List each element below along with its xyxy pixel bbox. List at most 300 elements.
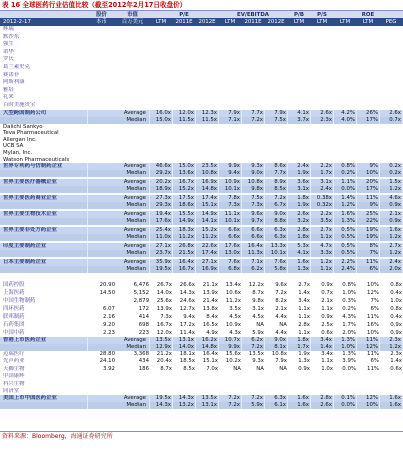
metric-cell: 13.5x <box>248 351 264 358</box>
metric-cell <box>357 34 380 42</box>
metric-cell: 20.4x <box>156 358 172 365</box>
table-row <box>0 373 403 380</box>
summary-label: 美国上市中国医药企业 <box>0 395 88 402</box>
metric-cell <box>173 49 196 57</box>
median-label: Median <box>88 218 150 225</box>
summary-metric-cell: 14.0x <box>173 344 196 351</box>
summary-metric-cell: 7.1x <box>219 117 242 124</box>
summary-row <box>0 337 403 344</box>
market-cap-cell: 186 <box>138 365 149 372</box>
summary-metric-cell: 0.8% <box>334 163 357 170</box>
metric-cell <box>288 94 311 102</box>
metric-cell <box>219 102 242 110</box>
summary-band <box>0 227 403 241</box>
summary-row <box>0 395 403 402</box>
metric-cell: 12% <box>367 290 379 297</box>
summary-metric-cell: 7.3x <box>219 202 242 209</box>
source-note: 资料来源：Bloomberg，海通证券研究所 <box>0 431 403 442</box>
summary-metric-cell: 0.5% <box>334 250 357 257</box>
metric-cell <box>357 373 380 380</box>
summary-metric-cell: 11.2x <box>196 234 219 241</box>
summary-metric-cell: 11.1x <box>219 211 242 218</box>
summary-metric-cell: 9.6x <box>242 211 265 218</box>
metric-cell <box>357 130 380 137</box>
metric-cell <box>380 56 403 64</box>
metric-cell <box>265 94 288 102</box>
metric-cell <box>265 34 288 42</box>
metric-cell <box>288 157 311 164</box>
company-group <box>0 195 403 209</box>
metric-cell <box>357 388 380 395</box>
table-row <box>0 41 403 49</box>
market-cap-cell <box>116 143 150 150</box>
summary-label <box>0 266 88 273</box>
summary-metric-cell: 13.0x <box>219 250 242 257</box>
metric-cell <box>357 137 380 144</box>
median-label: Median <box>88 170 150 177</box>
market-cap-cell: 172 <box>138 306 149 313</box>
header-cell: P/S <box>317 12 327 18</box>
summary-metric-cell: 16.9x <box>196 179 219 186</box>
metric-cell <box>173 41 196 49</box>
metric-cell <box>196 150 219 157</box>
company-name: 赛诺菲 <box>3 71 20 78</box>
company-name: 葛兰素史克 <box>3 63 30 70</box>
metric-cell <box>173 150 196 157</box>
market-cap-cell <box>116 137 150 144</box>
metric-cell <box>196 124 219 131</box>
market-cap-cell: 6,476 <box>133 282 149 289</box>
metric-cell <box>173 34 196 42</box>
metric-cell: 10% <box>367 330 379 337</box>
summary-metric-cell: 26.8x <box>173 243 196 250</box>
summary-metric-cell: 1.2% <box>334 202 357 209</box>
summary-metric-cell: 26% <box>357 110 380 117</box>
metric-cell: 16.7x <box>156 322 172 329</box>
metric-cell <box>196 102 219 110</box>
summary-row <box>0 163 403 170</box>
metric-cell: 4.5x <box>229 314 241 321</box>
summary-metric-cell: 1.6x <box>288 259 311 266</box>
summary-metric-cell: 22% <box>357 218 380 225</box>
metric-cell <box>380 130 403 137</box>
summary-metric-cell: 20.2x <box>150 179 173 186</box>
summary-metric-cell: 5.8x <box>265 266 288 273</box>
summary-label: 日本主要制药企业 <box>0 259 88 266</box>
summary-metric-cell: 1.3% <box>334 218 357 225</box>
metric-cell <box>242 388 265 395</box>
summary-metric-cell: 17% <box>357 117 380 124</box>
summary-metric-cell: 7.5x <box>265 117 288 124</box>
metric-cell <box>150 79 173 87</box>
metric-cell: 8.4x <box>206 314 218 321</box>
metric-cell: 12.0x <box>156 330 172 337</box>
metric-cell <box>242 79 265 87</box>
metric-cell <box>357 157 380 164</box>
company-group <box>0 211 403 225</box>
summary-label: 世界主要非处方药企业 <box>0 227 88 234</box>
average-label: Average <box>88 395 150 402</box>
metric-cell <box>219 64 242 72</box>
header-cell: 百万美元 <box>121 19 144 25</box>
average-label: Average <box>88 259 150 266</box>
metric-cell: 1.0x <box>321 365 333 372</box>
metric-cell <box>380 34 403 42</box>
summary-metric-cell: 8.9x <box>265 179 288 186</box>
company-name: Daiichi Sankyo <box>3 123 43 130</box>
table-row <box>0 305 403 313</box>
company-name: 雅培 <box>3 86 14 93</box>
metric-cell <box>265 56 288 64</box>
summary-metric-cell: 17% <box>357 186 380 193</box>
metric-cell <box>380 94 403 102</box>
metric-cell <box>173 124 196 131</box>
summary-metric-cell: 35.9x <box>150 259 173 266</box>
median-label: Median <box>88 344 150 351</box>
metric-cell <box>265 388 288 395</box>
metric-cell <box>173 381 196 388</box>
metric-cell <box>311 157 334 164</box>
metric-cell: 8.5x <box>183 365 195 372</box>
price-cell: 2.23 <box>102 330 115 337</box>
summary-metric-cell: 12.3x <box>196 110 219 117</box>
metric-cell <box>150 64 173 72</box>
header-cell: 2012E <box>198 19 216 25</box>
metric-cell <box>380 157 403 164</box>
metric-cell: 1.0x <box>390 298 402 305</box>
summary-metric-cell: 3.6x <box>288 179 311 186</box>
summary-metric-cell: 4.1x <box>288 110 311 117</box>
summary-metric-cell: 13.1x <box>196 402 219 409</box>
summary-metric-cell: 46.6x <box>150 163 173 170</box>
summary-metric-cell: 7.1x <box>242 259 265 266</box>
market-cap-cell <box>116 157 150 164</box>
price-cell <box>88 102 116 110</box>
metric-cell: 3.1x <box>252 306 264 313</box>
metric-cell: 2.1x <box>321 298 333 305</box>
metric-cell: 0.2% <box>342 306 356 313</box>
metric-cell <box>242 49 265 57</box>
summary-metric-cell: 12% <box>357 344 380 351</box>
summary-metric-cell: 27.1x <box>150 243 173 250</box>
summary-row <box>0 344 403 351</box>
metric-cell: 0.4x <box>390 290 402 297</box>
metric-cell: 1.7% <box>342 322 356 329</box>
metric-cell <box>357 124 380 131</box>
summary-metric-cell: 19% <box>357 234 380 241</box>
average-label: Average <box>88 337 150 344</box>
header-cell: P/E <box>179 12 189 18</box>
metric-cell: 10% <box>367 282 379 289</box>
metric-cell <box>150 157 173 164</box>
summary-metric-cell: 10% <box>357 170 380 177</box>
summary-metric-cell: 4.2% <box>334 110 357 117</box>
metric-cell <box>357 26 380 34</box>
metric-cell <box>357 79 380 87</box>
metric-cell <box>242 87 265 95</box>
summary-metric-cell: 2.4% <box>334 266 357 273</box>
summary-metric-cell: 10.8x <box>196 170 219 177</box>
company-group <box>0 259 403 273</box>
metric-cell: 1.1x <box>298 306 310 313</box>
summary-metric-cell: 1.9x <box>288 170 311 177</box>
company-name: 辉瑞 <box>3 26 14 32</box>
company-name: 礼来 <box>3 94 14 101</box>
metric-cell <box>173 157 196 164</box>
metric-cell: 4.5x <box>252 314 264 321</box>
metric-cell <box>219 94 242 102</box>
summary-metric-cell: 9.0x <box>265 211 288 218</box>
metric-cell: 0.8% <box>342 282 356 289</box>
market-cap-cell <box>116 130 150 137</box>
summary-metric-cell: 1.2x <box>380 250 403 257</box>
metric-cell <box>311 79 334 87</box>
metric-cell: 18.5x <box>179 358 195 365</box>
summary-metric-cell: 8% <box>357 243 380 250</box>
market-cap-cell <box>116 102 150 110</box>
table-row <box>0 87 403 95</box>
company-group <box>0 26 403 124</box>
company-list <box>0 351 403 395</box>
summary-metric-cell: 16.4x <box>242 243 265 250</box>
market-cap-cell <box>116 94 150 102</box>
price-cell <box>88 94 116 102</box>
metric-cell <box>242 130 265 137</box>
metric-cell: 10.6x <box>225 290 241 297</box>
summary-metric-cell: 13.6x <box>173 170 196 177</box>
company-name: 阿斯利康 <box>3 79 25 86</box>
metric-cell: 2.3x <box>390 351 402 358</box>
summary-metric-cell: 3.5x <box>311 218 334 225</box>
summary-metric-cell: 3.4x <box>311 337 334 344</box>
metric-cell <box>311 94 334 102</box>
summary-row <box>0 243 403 250</box>
header-cell: 2012-2-17 <box>3 19 31 25</box>
summary-band <box>0 195 403 209</box>
summary-metric-cell: 2.2% <box>334 259 357 266</box>
header-cell: P/B <box>293 12 305 18</box>
summary-metric-cell: 13.5x <box>150 337 173 344</box>
company-group <box>0 124 403 178</box>
summary-metric-cell: 0.9x <box>380 218 403 225</box>
metric-cell <box>219 79 242 87</box>
metric-cell: 4.3% <box>342 314 356 321</box>
metric-cell <box>242 381 265 388</box>
price-cell <box>88 381 116 388</box>
metric-cell <box>357 64 380 72</box>
summary-band <box>0 337 403 351</box>
metric-cell <box>334 381 357 388</box>
summary-metric-cell: 1.6x <box>380 395 403 402</box>
summary-metric-cell: 0.7x <box>380 117 403 124</box>
header-cell: 2011E <box>244 19 262 25</box>
summary-metric-cell: 10.9x <box>219 179 242 186</box>
metric-cell <box>311 41 334 49</box>
company-name: 联邦制药 <box>3 314 25 321</box>
summary-label: 世界主要生物技术企业 <box>0 211 88 218</box>
summary-metric-cell: 1.4% <box>334 195 357 202</box>
summary-metric-cell: 13.1x <box>173 337 196 344</box>
summary-row <box>0 170 403 177</box>
metric-cell <box>219 87 242 95</box>
summary-metric-cell: 1.4x <box>311 344 334 351</box>
metric-cell <box>334 130 357 137</box>
summary-metric-cell: 19% <box>357 227 380 234</box>
summary-metric-cell: 25.4x <box>150 227 173 234</box>
metric-cell <box>311 34 334 42</box>
metric-cell <box>311 137 334 144</box>
summary-metric-cell: 7.2x <box>219 395 242 402</box>
metric-cell: 0.8x <box>390 282 402 289</box>
summary-metric-cell: 10% <box>357 402 380 409</box>
summary-metric-cell: 2.4x <box>380 259 403 266</box>
summary-metric-cell: 7.7x <box>265 170 288 177</box>
metric-cell <box>196 26 219 34</box>
table-row <box>0 297 403 305</box>
metric-cell <box>380 87 403 95</box>
summary-metric-cell: 14.9x <box>196 211 219 218</box>
summary-band <box>0 395 403 409</box>
summary-metric-cell: 7.2x <box>242 117 265 124</box>
summary-row <box>0 402 403 409</box>
table-row <box>0 124 403 131</box>
summary-label <box>0 117 88 124</box>
metric-cell <box>288 137 311 144</box>
metric-cell <box>242 72 265 80</box>
metric-cell <box>380 49 403 57</box>
metric-cell: 15.6x <box>225 351 241 358</box>
summary-metric-cell: 16.4x <box>173 259 196 266</box>
header-row <box>0 10 403 18</box>
metric-cell <box>173 79 196 87</box>
summary-row <box>0 186 403 193</box>
metric-cell: 7.3x <box>160 314 172 321</box>
summary-metric-cell: 29.3x <box>150 202 173 209</box>
metric-cell <box>265 64 288 72</box>
market-cap-cell: 223 <box>138 330 149 337</box>
metric-cell <box>173 94 196 102</box>
table-row <box>0 388 403 395</box>
metric-cell <box>265 87 288 95</box>
summary-metric-cell: 16.7x <box>173 266 196 273</box>
metric-cell <box>196 41 219 49</box>
metric-cell <box>265 137 288 144</box>
metric-cell: 8.7x <box>160 365 172 372</box>
metric-cell: 14.0x <box>156 290 172 297</box>
summary-metric-cell: 9% <box>357 163 380 170</box>
metric-cell: 7.0x <box>206 365 218 372</box>
metric-cell <box>173 56 196 64</box>
metric-cell: NA <box>256 365 264 372</box>
metric-cell <box>288 41 311 49</box>
summary-metric-cell: 1.6x <box>288 402 311 409</box>
metric-cell: 13.8x <box>202 306 218 313</box>
metric-cell <box>288 72 311 80</box>
summary-metric-cell: 7.6x <box>219 259 242 266</box>
metric-cell <box>357 87 380 95</box>
price-cell <box>88 143 116 150</box>
metric-cell <box>311 87 334 95</box>
summary-metric-cell: 1.7x <box>311 170 334 177</box>
summary-metric-cell: 1.1x <box>311 234 334 241</box>
metric-cell <box>242 64 265 72</box>
company-group <box>0 243 403 257</box>
header-cell: PEG <box>385 19 397 25</box>
summary-metric-cell: 11.5x <box>173 117 196 124</box>
metric-cell: 1.0% <box>342 290 356 297</box>
company-name: 同济堂 <box>3 388 20 395</box>
summary-metric-cell: 7.9x <box>219 110 242 117</box>
summary-row <box>0 179 403 186</box>
metric-cell <box>219 26 242 34</box>
summary-metric-cell: 10.8x <box>242 179 265 186</box>
market-cap-cell <box>116 373 150 380</box>
summary-metric-cell: 5.3x <box>288 243 311 250</box>
market-cap-cell <box>116 79 150 87</box>
metric-cell: 1.4x <box>390 358 402 365</box>
metric-cell: 11% <box>367 314 379 321</box>
summary-metric-cell: 0.32x <box>311 202 334 209</box>
summary-metric-cell: 0.38x <box>311 195 334 202</box>
summary-metric-cell: 18.6x <box>173 202 196 209</box>
summary-metric-cell: 17.4x <box>196 195 219 202</box>
metric-cell <box>380 124 403 131</box>
metric-cell: 0.3% <box>342 298 356 305</box>
summary-metric-cell: 9% <box>357 202 380 209</box>
metric-cell <box>173 130 196 137</box>
market-cap-cell: 3,368 <box>133 351 149 358</box>
summary-metric-cell: 29.2x <box>150 170 173 177</box>
summary-row <box>0 110 403 117</box>
company-group <box>0 351 403 409</box>
summary-label: 世界专利药与仿制药企业 <box>0 163 88 170</box>
summary-metric-cell: 8.5x <box>265 186 288 193</box>
metric-cell <box>150 49 173 57</box>
summary-metric-cell: 0.0% <box>334 186 357 193</box>
company-name: 默沙东 <box>3 33 20 40</box>
company-list <box>0 281 403 337</box>
table-row <box>0 313 403 321</box>
summary-band <box>0 211 403 225</box>
summary-metric-cell: 1.2x <box>311 259 334 266</box>
price-cell: 2.16 <box>102 314 115 321</box>
summary-metric-cell: 9.7x <box>242 218 265 225</box>
metric-cell <box>150 102 173 110</box>
summary-metric-cell: 1.9x <box>288 202 311 209</box>
metric-cell: 8.7x <box>252 290 264 297</box>
summary-metric-cell: 1.6x <box>380 402 403 409</box>
table-row <box>0 64 403 72</box>
metric-cell <box>334 137 357 144</box>
header-cell: LTM <box>362 19 374 25</box>
metric-cell: 17.2x <box>179 322 195 329</box>
table-title: 表 16 全球医药行业估值比较（截至2012年2月17日收盘价） <box>2 1 187 9</box>
metric-cell: 3.5x <box>229 306 241 313</box>
metric-cell <box>380 143 403 150</box>
metric-cell <box>380 150 403 157</box>
median-label: Median <box>88 250 150 257</box>
metric-cell: NA <box>279 365 287 372</box>
summary-metric-cell: 7.2x <box>219 402 242 409</box>
metric-cell <box>357 41 380 49</box>
metric-cell <box>380 79 403 87</box>
summary-label <box>0 170 88 177</box>
header-cell: LTM <box>339 19 351 25</box>
metric-cell: 7.9x <box>275 358 287 365</box>
median-label: Median <box>88 234 150 241</box>
price-cell <box>88 79 116 87</box>
metric-cell <box>265 102 288 110</box>
